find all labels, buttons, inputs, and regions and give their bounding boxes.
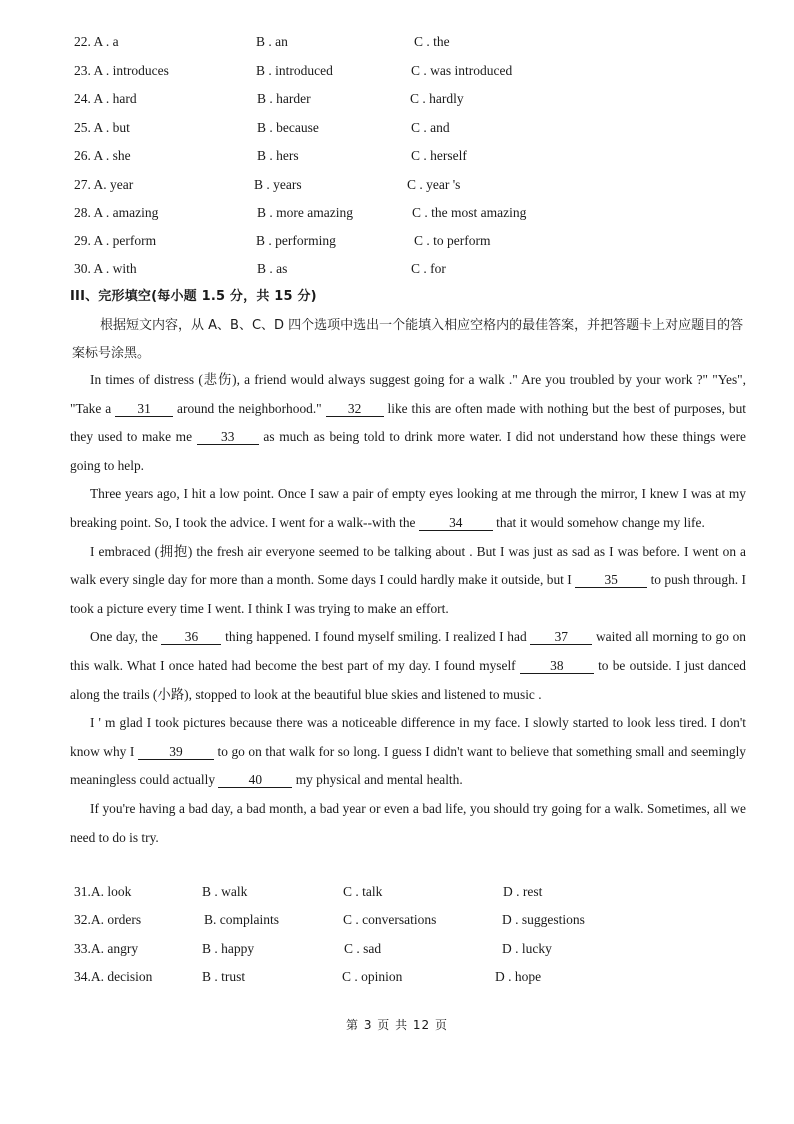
option-a: 25. A . but (74, 120, 130, 135)
option-a: 23. A . introduces (74, 63, 169, 78)
blank-39: 39 (138, 744, 214, 760)
option-a: 34.A. decision (74, 969, 153, 984)
option-d: D . suggestions (502, 912, 585, 927)
passage-paragraph-2 (70, 480, 746, 537)
blank-35: 35 (575, 572, 647, 588)
passage-text: as much as being told to drink more water. I did not understand how these things were going to help. (70, 429, 746, 473)
passage-text: Three years ago, I hit a low point. Once I saw a pair of empty eyes looking at me through the mirror, I knew I was at my breaking point. So, I took the advice. I went for a walk--with the (70, 486, 746, 530)
option-row-24 (0, 89, 794, 113)
blank-34: 34 (419, 515, 493, 531)
passage-text: like this are often made with nothing but the best of purposes, but they used to make me (70, 400, 746, 445)
passage-text: around the neighborhood." (173, 400, 326, 416)
question-row-32 (0, 910, 794, 934)
option-row-30 (0, 259, 794, 283)
passage-text: waited all morning to go on this walk. What I once hated had become the best part of my day. I found myself (70, 629, 746, 673)
passage-text: to go on that walk for so long. I guess I didn't want to believe that something small and seemingly meaningless could actually (70, 743, 746, 788)
blank-40: 40 (218, 772, 292, 788)
option-c: C . sad (344, 941, 382, 956)
option-c: C . conversations (343, 912, 437, 927)
blank-38: 38 (520, 658, 594, 674)
passage-paragraph-6 (70, 795, 746, 852)
option-b: B . trust (202, 969, 246, 984)
passage-text: I ' m glad I took pictures because there was a noticeable difference in my face. I slowly started to look less tired. I don't know why I (70, 715, 746, 759)
passage-text: In times of distress (悲伤), a friend would always suggest going for a walk ." Are you troubled by your work ?" "Yes", "Take a (70, 372, 746, 416)
page-footer: 第 3 页 共 12 页 (346, 1018, 448, 1032)
option-row-25 (0, 118, 794, 142)
option-c: C . herself (411, 148, 467, 163)
option-b: B . because (257, 120, 319, 135)
option-c: C . was introduced (411, 63, 513, 78)
passage-paragraph-3 (70, 538, 746, 624)
option-c: C . to perform (414, 233, 491, 248)
option-c: C . for (411, 261, 446, 276)
option-b: B . harder (257, 91, 311, 106)
blank-37: 37 (530, 629, 592, 645)
option-a: 28. A . amazing (74, 205, 159, 220)
blank-31: 31 (115, 401, 173, 417)
option-b: B . introduced (256, 63, 333, 78)
option-row-22 (0, 32, 794, 56)
option-d: D . lucky (502, 941, 552, 956)
passage-text: thing happened. I found myself smiling. I realized I had (221, 629, 531, 645)
blank-33: 33 (197, 429, 259, 445)
passage-text: to push through. I took a picture every time I went. I think I was trying to make an effort. (70, 572, 746, 616)
option-a: 24. A . hard (74, 91, 137, 106)
option-a: 27. A. year (74, 177, 134, 192)
option-b: B . performing (256, 233, 336, 248)
option-b: B . more amazing (257, 205, 353, 220)
option-b: B . years (254, 177, 302, 192)
option-a: 26. A . she (74, 148, 131, 163)
option-c: C . hardly (410, 91, 464, 106)
passage-text: that it would somehow change my life. (492, 514, 705, 530)
option-a: 30. A . with (74, 261, 137, 276)
passage-text: If you're having a bad day, a bad month, a bad year or even a bad life, you should try going for a walk. Sometimes, all we need to do is try. (70, 800, 746, 845)
option-a: 31.A. look (74, 884, 132, 899)
option-row-29 (0, 231, 794, 255)
option-row-28 (0, 203, 794, 227)
option-c: C . opinion (342, 969, 403, 984)
option-row-26 (0, 146, 794, 170)
question-row-33 (0, 939, 794, 963)
option-b: B . an (256, 34, 288, 49)
option-b: B . happy (202, 941, 255, 956)
option-a: 32.A. orders (74, 912, 142, 927)
question-row-31 (0, 882, 794, 906)
blank-36: 36 (161, 629, 221, 645)
section-instruction: 根据短文内容，从 A、B、C、D 四个选项中选出一个能填入相应空格内的最佳答案，并把答题卡上对应题目的答案标号涂黑。 (72, 318, 744, 361)
option-c: C . and (411, 120, 450, 135)
option-a: 33.A. angry (74, 941, 139, 956)
passage-text: One day, the (90, 629, 162, 645)
passage-text: to be outside. I just danced along the trails (小路), stopped to look at the beautiful blue skies and listened to music . (70, 657, 746, 702)
option-c: C . the most amazing (412, 205, 527, 220)
option-c: C . the (414, 34, 450, 49)
option-c: C . talk (343, 884, 383, 899)
option-b: B . as (257, 261, 288, 276)
passage-paragraph-1 (70, 366, 746, 480)
passage-paragraph-4 (70, 623, 746, 709)
option-d: D . hope (495, 969, 542, 984)
question-row-34 (0, 967, 794, 991)
option-row-23 (0, 61, 794, 85)
blank-32: 32 (326, 401, 384, 417)
option-row-27 (0, 175, 794, 199)
passage-paragraph-5 (70, 709, 746, 795)
option-d: D . rest (503, 884, 543, 899)
cloze-passage (70, 366, 746, 852)
option-c: C . year 's (407, 177, 461, 192)
option-b: B. complaints (204, 912, 279, 927)
section-title: III、完形填空(每小题 1.5 分，共 15 分) (70, 289, 317, 304)
option-a: 29. A . perform (74, 233, 157, 248)
option-b: B . walk (202, 884, 248, 899)
passage-text: my physical and mental health. (292, 772, 463, 788)
option-a: 22. A . a (74, 34, 119, 49)
passage-text: I embraced (拥抱) the fresh air everyone seemed to be talking about . But I was just as sad as I was before. I went on a walk every single day for more than a month. Some days I could hardly make it outside, but I (70, 543, 746, 588)
option-b: B . hers (257, 148, 299, 163)
